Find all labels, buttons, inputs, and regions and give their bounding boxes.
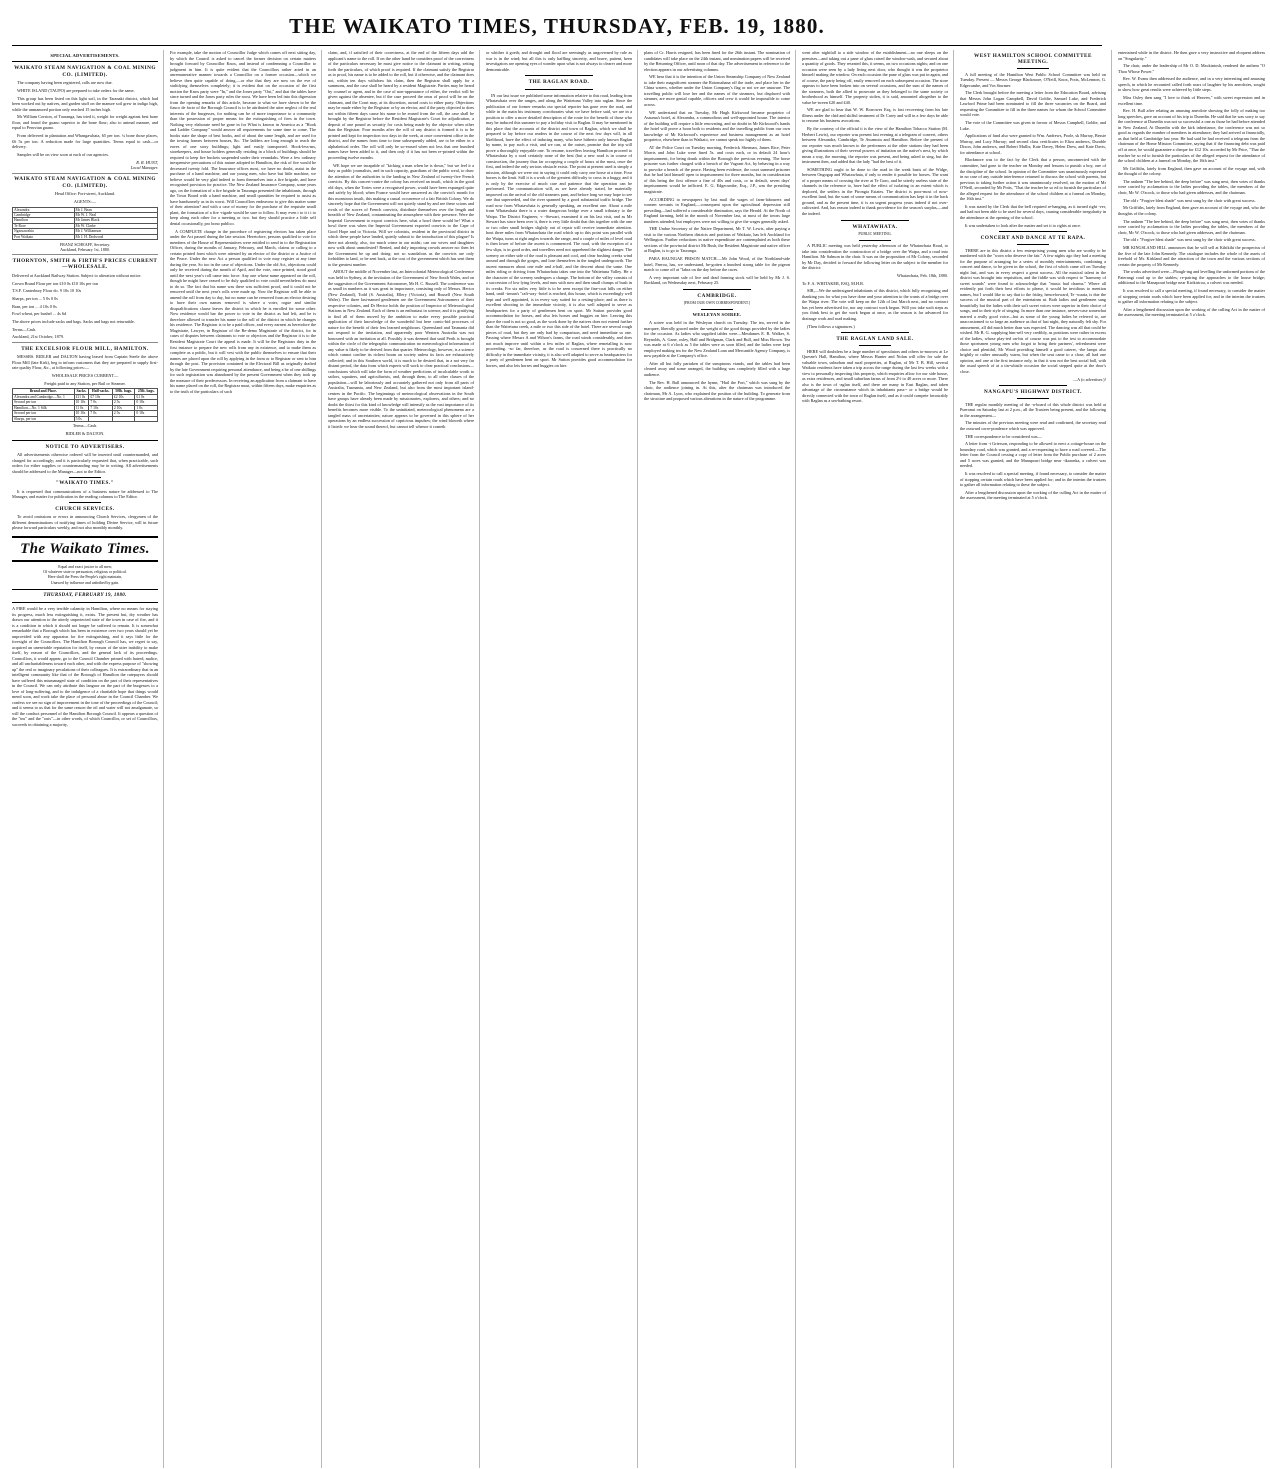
table-row bbox=[13, 400, 158, 405]
whatawhata-heading: WHATAWHATA. bbox=[852, 223, 898, 230]
ad-paragraph: Delivered at Auckland Railway Station. Subject to alteration without notice. bbox=[12, 272, 142, 278]
article-paragraph: plans of Cr. Harris resigned, has been fined for the 26th instant. The nomination of candidates will take place on the 24th instant, and nomination papers will be received by the Returning Officer, until noon of that day. The advertisement in reference to the election appears in our advertising columns. bbox=[644, 50, 790, 72]
article-paragraph: THE regular monthly meeting of the -a-board of this whole district was held at Pueronui on Saturday last at 2 p.m., all the Trustees being present, and the following in the arrangement— bbox=[960, 401, 1106, 418]
ad-paragraph: WHITE ISLAND (TAUPO) are prepared to take orders for the same. bbox=[17, 87, 135, 93]
ad-heading-waikato-steam-nav-2: WAIKATO STEAM NAVIGATION & COAL MINING CO. (LIMITED). bbox=[14, 176, 156, 189]
whatawhata-subheading: PUBLIC MEETING. bbox=[858, 232, 892, 237]
article-paragraph: For example, take the motion of Councillor Judge which comes off next sitting day, by which the Council is asked to cancel the former decision on certain matters brought forward by Councillor Knox, and instead of condemning a Councillor to judgment in him. It is quite evident that the Councillors rather acted in an unremunerative manner towards a Councillor on a former occasion—which we believe then quite capable of doing,—or else that they are now on the eve of stultifying themselves completely; it is evident that on the occasion of the first motion the Knox party were "In," and the Jones party "Out," and that the tables have since turned and the Jones party rules the roost. We have been led into this digression from the opening remarks of this article, because to what we have shewn to be the fiasco de facto of the Borough Council is to be attributed the utter neglect of the real interests of the burgesses, for nothing can be of more importance to a community than the possession of proper means for the extinguishing of fires in the town. Nothing very elaborate need be gone in for What is known in America as a "Hook and Ladder Company" would answer all requirements for some time to come. The books state the shape of best hooks, and of about the same length, and are used for the towing frames between houses, &c. The ladders are long enough to reach the eaves of one story buildings; light and easily transported. Hook-less-ms, storekeepers, and house holders generally residing in a block of buildings should be required to keep fire buckets suspended under their verandahs. Were a few ordinary inexpensive precautions of this nature adopted in Hamilton, the risk of fire would be decreased twenty fold. The Insurance offices most, we have no doubt, assist in the purchase of a hand machine, and our young men, who have but little machine, we believe would be very glad indeed to form themselves into a fire brigade, and have recognised provision for practice. The New Zealand Insurance Company, some years ago, on the formation of a fire brigade in Tauranga presented the inhabitants, through the Town Board with a hand machine, and small quantities be required to assist as have handsomely as in its worst. Will Councillors endeavour to give this matter some of their attention? and with a case of money for the purchase of the requisite small plant, the formation of a fire -rigade would be sure to follow. It may even t to it t t to keep along each other for a meeting or two. but they should practice a little self denial occasionally, pro bono publico. bbox=[170, 50, 316, 226]
article-paragraph: THE correspondence to be considered was— bbox=[965, 433, 1042, 439]
issue-dateline: THURSDAY, FEBRUARY 19, 1880. bbox=[43, 592, 127, 598]
cell: £2 10s bbox=[112, 394, 135, 399]
motto-line: Equal and exact justice to all men; bbox=[58, 565, 112, 570]
agents-table bbox=[12, 207, 158, 241]
nameplate-title: The Waikato Times. bbox=[20, 540, 150, 557]
raglan-road-heading: THE RAGLAN ROAD. bbox=[528, 79, 590, 86]
article-paragraph: The vote of the Committee was given in favour of Messrs Campbell, Goldie, and Luke. bbox=[960, 120, 1106, 131]
article-paragraph: It was undertaken to look after the matter and set it to rights at once. bbox=[965, 222, 1082, 228]
waikato-times-notice-heading: "WAIKATO TIMES." bbox=[55, 480, 115, 487]
price-line: Crown Brand Flour per ton £10 0s £10 10s per ton bbox=[12, 280, 98, 286]
article-paragraph: THE Undue Secretary of the Native Department, Mr T. W. Lewis, after paying a visit to the various Northern districts and portions of Waikato, has left Auckland for Wellington. Further reductions in native expenditure are contemplated as both these sections of the provincial district Mr Bush, the Resident Magistrate and native officer at Raglan, is to go to Tauranga. bbox=[644, 226, 790, 254]
cell: 7 0s bbox=[89, 400, 112, 405]
table-row bbox=[13, 416, 158, 421]
ad-paragraph: The company having been registered, calls are now due. bbox=[17, 80, 113, 86]
ad-terms: Terms—Cash. bbox=[72, 423, 98, 429]
article-paragraph: WE are glad to hear that W. W. Borrowes Esq, is fast recovering from his late illness under the chid and skilful treatment of Dr Carey and will in a few days be able to resume his business avocations. bbox=[802, 107, 948, 124]
raglan-road-article: IN our last issue we published some information relative to this road, leading from Whatawhata over the ranges, and along the Waitetuna Valley into raglan. Since the publication of our former remarks our special reporter has gone over the road, and while in the main his testimony corroborates what we have before said, we are in a position to offer a more detailed description of the route for the benefit of those who may be induced this summer to pay a holiday visit to Raglan. It may be mentioned in this place that the accounts of the district and town of Raglan, which we shall be prepared to lay before our readers in the course of the next few days will, in all likelihood, have the effect of inducing many, who have hitherto only known Raglan by name, to pay such a visit, and we can, at the outset, promise that the trip will prove a thoroughly enjoyable one. To resume, travellers leaving Hamilton proceed to Whatawhata by a road certainly none of the best (but a new road is in course of construction, the journey thus far occupying a couple of hours at the most, once the first, and indeed the only serious obstacle exists. The point at present used is simply a mission, although we were out in saying it could only carry one horse at a time. Four horses is the limit. Still it is a work of the greatest difficulty to cross in a buggy, and it is only by the exercise of much care and patience that the operation can be performed. The communication will, as we have already stated, be materially improved on the arrival of the old steamers punt, and before long we may hope to see one that superseded, and the river spanned by a good substantial traffic bridge. The road now from Whatawhata is generally speaking, an excellent one. About a mile from Whatawhata there is a water dangerous bridge over a small tributary to the Waipa. The District Engineer, -r -Stewart, examined it on his last visit, and as Mr Stewart has since been over it, there is very little doubt that this together with the one or two other small bridges slightly out of repair will receive immediate attention. bout three miles from Whatawhata the road which up to this point was parallel with the Waipa, turns at right angles towards the range, and a couple of miles of level road is then lower of before the ascent is commenced. The road, with the exception of a few slips, is in good order, and travellers need not apprehend the slightest danger. The scenery on either side of the road is pleasant and cool, and clear bushing creeks wind around and through the gorges, and lose themselves in the tangled undergrowth. The ascent measures about one mile and a-half, and the descent about the same. One miles riding or driving from Whatawhata takes one into the Waitetuna Valley. He o the character of the scenery undergoes a change. The bottom of the valley consists of a succession of low lying levels, and runs with now and then small clumps of bush in its creaks. For six miles very little is to be seen except the fine-coat hills on either hand, until -irman's "raft-way -hotel is reached, this house, which is exceedingly well kept and well appointed, is in every way suited for a resting-place; and as there is excellent shooting in the immediate vicinity, it is also well adapted to serve as headquarters for a party of gentlemen bent on sport. Mr Sutton provides good accommodation for horses, and also lets horses and buggies on hire. Leaving this place the road is not so good, as the work done by the natives does not extend further than the Waitetuna creek, a mile or two this side of the hotel. There are several rough pieces of road, but they are only bad by comparison, and need immediate so one. Passing where Messrs A and Wilson's farms, the road winds considerably, and does not much improve until within a few miles of Raglan, where remetalling is now proceeding. -so far, therefore, as the road is concerned there is practically no difficulty in the immediate vicinity, it is also well adapted to serve as headquarters for a party of gentlemen bent on sport. Mr Sutton provides good accommodation for horses, and also lets horses and buggies on hire. bbox=[486, 92, 632, 368]
article-paragraph: The anthem "The bee behind, the deep before" was sung next, then votes of thanks were carried by acclamation to the ladies providing the tables, the members of the choir, Mr W. O'zcock, to those who had given addresses, and the chairman. bbox=[1118, 178, 1265, 195]
article-attribution: —A (o advertiser.)! bbox=[1072, 376, 1106, 382]
cell: 0 18s bbox=[135, 411, 158, 416]
cell: 10 10s bbox=[74, 411, 89, 416]
table-row bbox=[13, 411, 158, 416]
cell: Second per ton bbox=[13, 411, 75, 416]
article-paragraph: Rev. W. Evans then addressed the audience, and in a very interesting and amusing speech, in which he recounted called forth roars of laughter by his anecdotes, sought to show how great results were achieved by little steps. bbox=[1118, 76, 1265, 93]
article-paragraph: The Rev. H. Ball announced the hymn, "Hail the Fort," which was sung by the choir, the audience joining in. At this, after the chairman was introduced the chairman, Mr A. Lyon, who explained the position of the building. To generate from the structure and proposed various alterations in the nature of the programme. bbox=[644, 379, 790, 402]
table-row bbox=[13, 234, 158, 239]
cell bbox=[135, 416, 158, 421]
article-paragraph: ABOUT the middle of November last, an Intercolonial Meteorological Conference was held in Sydney, at the invitation of the Government of New South Wales, and on the suggestion of the Government Astronomer, Mr H. C. Russell. The conference was as small in numbers as it was great in importance, consisting only of Messrs. Hector (New Zealand), Todd (S. Australia), Ellery (Victoria), and Russell (New South Wales). The three last-named gentlemen are the Government Astronomers of their respective colonies, and Dr Hector holds the position of Inspector of Meteorological Stations in New Zealand. Each of them is an enthusiast in science, and it is gratifying to find all of them moved by the ambition to make every possible practical application of their knowledge of the wonderful but here comic-bid processes of nature for the benefit of their less learned neighbours. Queensland and Tasmania did not respond to the invitation, and apparently poor Western Australia was not honoured with an invitation at all. Possibly it was deemed that until Perth is brought within the circle of the telegraphic communication no meteorological information of any value is likely to be derived from that quarter. Meteorology, however, is a science which cannot confine its richest boom on society unless its facts are exhaustively collected; and in this Southern world, it is much to be desired that, in a not very far distant period, the data from which experts will work to clear practical conclusions—conclusions which will take the form of weather predictions of incalculable worth to sailors, squatters, and agriculturists, and, through them, to all other classes of the population—will be laboriously and accurately gathered not only from all parts of Australia, Tasmania, and New Zealand, but also from the most important island-centres in the Pacific. The beginnings of meteorological observations in the South have groups have already been made by missionaries, explorers, and others; and no doubt the thirst for this kind of knowledge will intensify as the vast importance of its benefits becomes more visible. To the uninitiated, meteorological phenomena are a tangled mass of uncertainties; nature appears to be governed in this sphere of her operations by an endless succession of capricious impulses; the wind bloweth where it listeth: we hear the sound thereof, but cannot tell whence it cometh bbox=[328, 269, 474, 429]
ad-paragraph: From delivered in plantation and Whangawhata, 65 per ton. ¼ bone those places, £6 5s per ton. A reduction made for large quantities. Terms equal to cash—or delivery. bbox=[12, 133, 158, 150]
notice-paragraph: It is requested that communications of a business nature be addressed to The Manager, and matter for publication in the reading columns to The Editor. bbox=[12, 488, 158, 500]
agent-place: Ngaruawahia bbox=[13, 229, 75, 234]
article-paragraph: WE understand that on Tuesday, Mr Hugh Kirkwood became proprietor of Assuma's hotel, at Alexandra, a commodious and well-appointed house. The interior of the building will require a little renovating, and no doubt in Mr Kirkwood's hands the hotel will prove a boon both to residents and the travelling public from our own knowledge of Mr Kirkwood's experience and business management as an hotel proprietor, elsewhere than in Waikato, we cannot speak too highly of them. bbox=[644, 109, 790, 143]
agent-place: Cambridge bbox=[13, 213, 75, 218]
article-paragraph: WE hope we are incapable of "kicking a man when he is down," but we feel it a duty as public journalists, and in such capacity, guardians of the public weal, to draw the attention of the authorities to the landing in New Zealand of twenty-five French convicts. By this concert-contre the colony has received an insult, which in the good old days, when the Tories were a recognised power, would have been expunged quite and safely by blood; when France would have answered as the convict's month for this monstrous insult, this making a casual occurrence of a fair British Colony. We do sincerely hope that the Government will not quietly stand by and see these scions and rivals of the scores of French convicts, distribute themselves over the length and breadth of New Zealand, contaminating the atmosphere with their presence. Were the Imperial Government to export convicts here, what a howl there would be! What a howl there was when the Imperial Government exported convicts to the Cape of Good Hope and to Victoria. Will we colonists, resident in the provincial district in which these people have landed, quietly submit to the introduction of this plague? Is there not already, also, too much crime in our midst; can our wives and daughters now walk about unmolested? Rented, and duly importing crowds answer no: then let the Government be up and doing: not so scandalous as the convicts are only forbidden to land, or be sent back, at the cost of the government which has sent them to the greatest number. bbox=[328, 162, 474, 267]
column-8 bbox=[1118, 50, 1270, 1468]
ad-heading-prices-current: THORNTON, SMITH & FIRTH'S PRICES CURRENT—WHOLESALE. bbox=[12, 257, 158, 271]
article-paragraph: claim, and, if satisfied of their correctness, at the end of the fifteen days add the applicant's name to the roll. If on the other hand he considers proof of the correctness of the particulars necessary he must give notice to the claimant in writing, setting forth the particulars, of which proof is required. If the claimant satisfy the Registrar as to proof, his name is to be added to the roll, but if otherwise, and the claimant does not, within ten days withdraw his claim, then the Registrar shall apply for a summons, and the case shall be heard by a resident Magistrate. Parties may be heard by counsel or agent, and in the case of non-appearance of either, the verdict will be given against the absentee, but if the case proceed the onus of proof will be on the claimant, and the Court may, at its discretion, award costs to either party. Objections may be made either by the Registrar or by an elector, and if the party objected to does not within fifteen days cause his name to be erased from the roll, the case shall be brought by the Registrar before the Resident Magistrate's Court for adjudication, a deposit of one pound as security for costs being made by the objector when other than the Registrar. Four months after the roll of any district is formed it is to be printed and kept for inspection two days in the week, at once convenient office in the district, and the names from time to time subsequently added, are to be either in a alphabetical order. The roll will only be so-erased when not less that one hundred names have been added to it, and then only if it has not been re-printed within the proceeding twelve months. bbox=[328, 50, 474, 160]
article-paragraph: It was stated by the Clerk that the bell required re-hanging, as it turned right -ver, and had not been able to be used for several days, causing considerable irregularity in the attendance at the opening of the school. bbox=[960, 203, 1106, 220]
article-paragraph: The minutes of the previous meeting were read and confirmed, the secretary read the outward corre-pondence which was approved. bbox=[960, 420, 1106, 431]
agent-place: Alexandra bbox=[13, 207, 75, 212]
price-line: T.S.F. Canterbury Flour do. 9 10s 10 10s bbox=[12, 288, 82, 294]
cell: 0 18s bbox=[135, 400, 158, 405]
article-paragraph: A full meeting of the Hamilton West Public School Committee was held on Tuesday. Present — Messrs George Blackmore, O'Neill, Knox, Potts, McLennon, G. Edgecumbe, and Vos Sturmer. bbox=[960, 71, 1106, 88]
cell: 5 0s bbox=[74, 416, 89, 421]
column-4 bbox=[486, 50, 638, 1468]
article-paragraph: After all but fully partaken of the sumptuous viands, and the tables had been cleared away and some arranged, the building was completely filled with a large audience. bbox=[644, 360, 790, 377]
cell: £7 10s bbox=[89, 394, 112, 399]
cell: 7 10s bbox=[89, 405, 112, 410]
article-paragraph: Rev. H. Bull after relating an amusing anecdote showing the folly of making too long speeches, gave an account of his trip to Dunedin. He said that he was sorry to say the conference at Dunedin was not so successful a one as those he had before attended in New Zealand. At Dunedin with the kirk inheritance, the conference was not so good as regards the number of members in attendance; they had arrived at financially, as that held at Cambridge last year. He had said he had received a telegram from the chairman of the Home Mission Committee, saying that if the financing debt was paid off at once, he would guarantee a cheque for £12 10s. accorded by Mr Price, "That the teacher be so ed to furnish the particulars of the alleged request for the attendance of the school children at a funeral on Monday, the 16th inst." bbox=[1118, 108, 1265, 164]
article-paragraph: Miss Oxley then sang "I love to think of Heaven," with sweet expression and in excellent time. bbox=[1118, 95, 1265, 106]
cambridge-correspondent-note: [FROM OUR OWN CORRESPONDENT.] bbox=[683, 301, 751, 306]
cambridge-heading: CAMBRIDGE. bbox=[697, 292, 737, 299]
column-header: Sacks. bbox=[74, 389, 89, 394]
agent-name: Mr W. Clarke bbox=[74, 223, 157, 228]
agent-name: Mr J. H. Dodwood bbox=[74, 234, 157, 239]
ad-signature: R. R. HUNT, Local Manager. bbox=[130, 159, 158, 171]
article-paragraph: MR KINGSLAND HILL announces that he will sell at Kihikihi the prospectus of the five of the late John Kennedy. The catalogue includes the whole of the assets of freehold of Mr. Kirkland and the attraction of the town and the various sections of certain the property of Mr Kennedy. bbox=[1118, 245, 1265, 267]
article-paragraph: After a lengthened discussion upon the working of the culling Act in the matter of the assessment, the meeting terminated at 5 o'clock. bbox=[1118, 306, 1265, 318]
flour-price-table bbox=[12, 388, 158, 422]
article-paragraph: WE hear that it is the intention of the Union Steamship Company of New Zealand to take their magnificent steamer the Rotomahana off the trade, and place her in the China waters, whether under the Union Company's flag or not we are unaware. The travelling public will lose her and the names of the steamers, but displaced with steamer, are more genial capable, officers and crew it would be impossible to come across. bbox=[644, 74, 790, 107]
article-paragraph: A COMPLETE change in the procedure of registering electors has taken place under the Act passed during the late session. Heretofore, persons qualified to vote for members of the House of Representatives were entitled to send in to the Registration Officer, during the months of January, February, and March, claims or calling to a certain printed form which were attested by an elector of the district or a Justice of the Peace. Under the new Act a person qualified to vote may register at any time during the year. So too in the case of objections. Under the old Act, objections could only be received during the month of April, and the vote, once printed, stood good until the next year's roll came into force. Any one whose name appeared on the roll, though he might have ceased to be duly qualified to vote could nevertheless do must to do so. The fact that his name was there was sufficient proof, and it could not be removed until the next year's rolls were made up. Now the Registrar will be able to amend the roll from day to day, but no name can be removed from an elector desiring to have their own names removed is where a voter, rogue and similar disqualifications clause leaves the district in which he is enrolled for some other. Now residence would bar the power to vote in the district as had left, and he is therefore allowed to transfer his name to the roll of the district in which he changes his residence. The Registrar is to be a paid officer, and every earnest as heretofore the Magistrate, Lawyer, in Registrar of the Re-demo Magistrate of the district, for in cases of disputes between claimants to vote or objectors and the Registrar it is to the Resident Magistrate Court the appeal is made. It will be the Registrars duty in the first instance to prepare the new rolls from any in existence, and to make them as complete as a public, but it will vest with the public themselves to ensure that their names are placed upon the roll by applying in the form or to Registrar or sent to him through the post. The provision contained in the Electoral Bill as originally drafted by the late Government requiring personal attendance, and being a be of one shillings for such registration was abandoned by the present Government when they took up the measure of their predecessors. In receiving an application from a claimant to have his name placed on the roll, the Registrar must, within fifteen days, make enquiries as to the truth of the particulars of such bbox=[170, 228, 316, 394]
highway-district-heading: NANGAPU'S HIGHWAY DISTRICT. bbox=[984, 389, 1082, 396]
price-line: Bran, per ton ... 4 10s 0 0s bbox=[12, 303, 57, 309]
column-header: Brand and Place. bbox=[13, 389, 75, 394]
ad-paragraph: The above prices include sacks and bags. Sacks and bags not returnable. bbox=[12, 319, 135, 325]
letter-body: (Then follows a signatures.) bbox=[807, 323, 855, 329]
article-paragraph: The anthem "The bee behind, the deep before" was sung next, then votes of thanks were carried by acclamation to the ladies providing the tables, the members of the choir, Mr W. O'zcock, to those who had given addresses, and the chairman. bbox=[1118, 218, 1265, 235]
article-paragraph: ACCORDING to newspapers by last mail the wages of farm-labourers and women servants in England,—consequent upon the agricultural depression still prevailing—had suffered a considerable diminution, says the Herald. At the North of England farming, held in the month of November last, at most of the towns large numbers attended; but employers were not willing to give the wages generally asked. bbox=[644, 196, 790, 224]
cell: £1 0s bbox=[135, 394, 158, 399]
cell: 2 5s bbox=[112, 400, 135, 405]
article-paragraph: A letter from -t Grierson, responding to be allowed to erect a cottage-house on the boundary road, which was granted, and a re-requesting to have a road covered.—The letter from the Council cessing a copy of letter from the Public purchase of 2 acres and 5 acres was granted, and the Manapouri bridge near -ikaronka, a culvert was needed. bbox=[960, 441, 1106, 469]
price-line: Sharps, per ton ... 5 0s 0 0s bbox=[12, 295, 58, 301]
notice-paragraph: All advertisements otherwise ordered will be inserted until countermanded, and charged for accordingly; and it is particularly requested that, when practicable, such orders for either supplies or countermanding may be in writing. All advertisements should be addressed to the Manager—not to the Editor. bbox=[12, 452, 158, 474]
agent-name: Mr W. J. Neal bbox=[74, 213, 157, 218]
article-paragraph: SOMETHING ought to be done to the road in the weak basis of the Widge, between Ongogap and Whatawhata, if only to render it possible for horses. The want of a proper means of crossing the river at Te Goro, and he utterly useless state of the channels in the reference to, have had the effect of isolating to an extent which is deplored, the settlers in the Pirongia Estates. The district is poor-most of now-excellent land, but the want of some means of communication has kept it in the back ground, and as the present time, it is an urgent progress years indeed if not over-cultivated. And, has reason indeed to thank providence for the season's surplus,—and the indeed. bbox=[802, 166, 948, 216]
article-paragraph: AT the Police Court on Tuesday morning, Frederick Sherman, James Rice, Peter Morris and John Luke were fined 5s. and costs each, or in default 24 hour's imprisonment, for being drunk within the Borough the previous evening. The horse prisoner was further charged with a breach of the Vagrant Act, by behaving in a way to provoke a breach of the peace. Having been evidence, the court summed prisoner that he had laid himself open to imprisonment for three months, but in consideration of this being the first offence a fine of 40s and costs, or in default, seven days' imprisonment would be inflicted. E. G. Edgecumbe, Esq., J.P., was the presiding magistrate. bbox=[644, 144, 790, 194]
freight-note: Freight paid to any Station, per Rail or Steamer. bbox=[44, 380, 126, 386]
cell: Alexandra and Cambridge—No. 1 bbox=[13, 394, 75, 399]
cell: 10 10s bbox=[74, 400, 89, 405]
cell bbox=[89, 416, 112, 421]
ad-office-line: Head Office: Fort-street, Auckland. bbox=[54, 191, 116, 197]
table-row bbox=[13, 394, 158, 399]
notice-paragraph: To avoid omissions or errors in announcing Church Services, clergymen of the different denominations of notifying times of holding Divine Service, will in future please forward particulars weekly, and not also monthly monthly. bbox=[12, 514, 158, 531]
article-paragraph: The works advertised were—Plough-ing and levelling the unformed portions of the Paterangi road up to the stables; re-pairing the approaches to the house bridge; additional to the Manapouri bridge near Kirikiriroa, a culvert was needed. bbox=[1118, 269, 1265, 286]
cell: Second per ton bbox=[13, 400, 75, 405]
cell bbox=[112, 416, 135, 421]
church-services-heading: CHURCH SERVICES. bbox=[55, 505, 115, 512]
ad-paragraph: MESSRS. RIDLER and DALTON having leased from Captain Steele the above Flour Mill (late Kirk), beg to inform customers that they are prepared to supply first-rate quality Flour, &c., at following prices:— bbox=[12, 354, 158, 371]
column-5 bbox=[644, 50, 796, 1468]
cell: Sharps, per ton bbox=[13, 416, 75, 421]
article-paragraph: The Clerk brought before the meeting a letter from the Education Board, advising that Messrs John Logan Campbell, David Goldie, Samuel Luke, and Frederick Lawford Prime had been nominated to fill the three vacancies on the Board, and requesting the Committee to fill in the three names for whom the School Committee would vote. bbox=[960, 90, 1106, 118]
agent-name: Mr J. Williamson bbox=[74, 229, 157, 234]
article-paragraph: went after nightfall to a side window of the establishment—no one sleeps on the premises—and taking out a pane of glass raised the window-sash, and secured about a quantity of goods. They reseated this, it seems, on two occasions nights; and on one occasion were seen by a lady living next door, who thought it was the proprietor himself making the window. On each occasion the pane of glass was put in again, and of course, the party being off, easily removed on each subsequent occasion. The store appears to have been broken into on several occasions, and the sum of the names of the steamers, both the allied to prosecute as they belonged to the same society or brotherhood as himself. The property stolen, it is said, amounted altogether to the value be-tween £20 and £40. bbox=[802, 50, 948, 105]
letter-dateline: Whatawhata, Feb. 18th, 1880. bbox=[896, 272, 948, 278]
cell: 2 5s bbox=[112, 411, 135, 416]
agent-place: Port Waikato bbox=[13, 234, 75, 239]
column-6 bbox=[802, 50, 954, 1468]
article-paragraph: The chair, under the leadership of Mr O. D. Mackintosh, rendered the anthem "O Thou Whose Power." bbox=[1118, 63, 1265, 74]
cell: 2 10s bbox=[112, 405, 135, 410]
motto-line: Of whatever state or persuasion, religious or political. bbox=[43, 570, 127, 575]
article-paragraph: After a lengthened discussion upon the working of the culling Act in the matter of the assessment, the meeting terminated at 5 o'clock. bbox=[960, 489, 1106, 501]
article-paragraph: entertained while in the district. He then gave a very instructive and eloquent address on "Singularity." bbox=[1118, 50, 1265, 61]
article-paragraph: The old r "Forgive blest shade" was next sung by the choir with great success. bbox=[1123, 197, 1256, 203]
ad-paragraph: This group has been listed on this light soil, in the Taranaki district, which had been worked out by natives, and garden stuff on the manure soil grew in indigo high, while the unmanured portion only reached 15 inches high. bbox=[12, 95, 158, 112]
article-paragraph: or whither it goeth; and drought and flood are seemingly as ungoverned by rule as war is in the wind; but all this is only baffling sincerity, and brave, patient, keen investigators are opening eyes of wonder upon what is not always to clearer and more demonstrable. bbox=[486, 50, 632, 72]
column-container bbox=[12, 50, 1265, 1468]
article-paragraph: It was resolved to call a special meeting, if found necessary, to consider the matter of stopping certain roads which have been applied for; and in the interim the trustees to gather all information relating to these the subject. bbox=[960, 471, 1106, 488]
column-3 bbox=[328, 50, 480, 1468]
west-hamilton-school-heading: WEST HAMILTON SCHOOL COMMITTEE MEETING. bbox=[974, 52, 1092, 65]
notice-to-advertisers-heading: NOTICE TO ADVERTISERS. bbox=[45, 443, 125, 450]
article-paragraph: Mr Griffiths, lately from England, then gave an account of the voyage and, who the thoughts of the colony. bbox=[1118, 205, 1265, 216]
agent-name: Mr James Black bbox=[74, 218, 157, 223]
article-paragraph: PARA HAUNGAE PRISON MATCH.—Mr John Wood, of the Northland-side hotel, Paeroa, has, we understand, be-gotten a hundred strong table for the pigeon match to come off at "labra on the day before the races. bbox=[644, 256, 790, 273]
special-advertisements-heading: SPECIAL ADVERTISEMENTS. bbox=[50, 52, 120, 58]
newspaper-nameplate bbox=[12, 536, 158, 563]
column-header: Half-sacks. bbox=[89, 389, 112, 394]
article-paragraph: A soiree was held in the Wesleyan church on Tuesday. The tea, served in the marquee, liberally graced under the weight of the good things provided by the ladies for the occasion. As ladies who supplied tables were—Mesdames E. B. Walker, S. Reynolds, A. Gane, oxley, Hall and Bridgman, Clark and Bull, and Miss Brown. Tea was made at 6 o'clock as 5 the tables were as soon filled, and the ladies were kept employed making tea for the New Zealand Loan and Mercantile Agency Company, is now payable at the Company's office. bbox=[644, 320, 790, 359]
ad-signature-secretary: FRANZ SCHEAFF, Secretary. Auckland, February 1st, 1880. bbox=[59, 241, 111, 253]
column-7 bbox=[960, 50, 1112, 1468]
letter-body: SIR,—We the undersigned inhabitants of this district, which fully recognising and thanking you for what you have done and your attention to the wants of a bridge over the Waipa river. The vote will keep on the 12th of last March next, and no contract has yet been advertised for, nor any contract work begun. Will you take such steps as you think best to get the work begun at once, as the season is far advanced for drainage work and road making. bbox=[802, 288, 948, 321]
agent-name: Mr J. Bean bbox=[74, 207, 157, 212]
ad-paragraph: Samples will be on view soon at each of our agencies. bbox=[17, 151, 109, 157]
article-paragraph: HERE will doubtless be a large number of speculators and others to-morrow at Le Quesne's Hall, Hamilton, where Messrs Hunter and Nolan will offer for sale the valuable town, suburban and rural properties, at Raglan, of Mr T. B. Hill, several Waikato residents have taken a trip across the range during the last few weeks with a view to personally inspecting this property, which enquiries allow for our side house, as extra residences, and small suburban farms of from 2½ to 40 acres or more. There also is the town of -aglan itself, and there are many in East Raglan, and taken advantage of the circumstance which its inhabitants pass-- or a bridge would be directly connected with the town of Raglan itself, and as it could compete favourably with Raglan as a sea-bathing resort. bbox=[802, 348, 948, 404]
concert-dance-heading: CONCERT AND DANCE AT TE RAPA. bbox=[980, 235, 1086, 242]
nameplate-motto bbox=[12, 565, 158, 585]
ad-paragraph: Mr William Corston, of Tauranga, has tried it, weight for weight against best bone flour, and found the guano superior to the bone flour; also to animal manure, and equal to Peruvian guano. bbox=[12, 114, 158, 131]
article-paragraph: Mr Griffiths, lately from England, then gave an account of the voyage and, with the thought of the colony. bbox=[1118, 165, 1265, 177]
article-paragraph: THERE are in this district a few enterprising young men who are worthy to be numbered with the "worn who deserve the fair." A few nights ago they had a meeting for the purpose of arranging for a series of monthly entertainments, combining a concert and dance, to be given in the school, the first of which came off on Tuesday night last, and was in every respect a great success. All the musical talent in the district was brought into requisition, and the fiddle was with respect to "harmony of sweet sounds" were found to acknowledge that "music had charms." Where all evidently put forth their best efforts to please, it would be invidious to mention names, but I would like to say that to the friday, henceforward, Te -waata, is due the success of the musical part of the entertainm nt. Both ladies and gentlemen sang beautifully but the ladies with their soft sweet voices were superior in their choice of songs, and in their style of singing. In more than one instance, nerves-case somewhat marred a really good voice—but as some of the young ladies be referred to, are unaccustomed to so large an audience as that of last night, they naturally felt shy. For amusement, all did much better than was expected. The dancing was all that could be wished. Mr B. G. supplying him-self very credibly, as positions were rather in excess of the ladies, whose play-ted on-his of course was put to the test to accommodate those sportsmen young men who forgot to bring their partners', refreshment were choice and plentiful, Mr Wood providing himself a good caterer, -the lamps also brightly or rather unusually warm, but when the seat came to a close, all had one opinion, and one at the first instance only, in that it was not the best social ball, with the usual speech of at a tin-whistle occasion the social stepped quite at the door's close. bbox=[960, 247, 1106, 374]
article-paragraph: It was resolved to call a special meeting, if found necessary, to consider the matter of stopping certain roads which have been applied for; and in the interim the trustees to gather all information relating to the subject. bbox=[1118, 288, 1265, 305]
letter-addressee: To F. A. WHITAKER, ESQ, M.H.R. bbox=[802, 280, 864, 286]
price-line: Fowl wheat, per bushel ... 4s 6d bbox=[12, 311, 67, 317]
article-paragraph: A very important sale of live and dead farming stock will be held by Mr J. S. Buckland, on Wednesday next, February 25. bbox=[644, 274, 790, 286]
ad-heading-excelsior-mill: THE EXCELSIOR FLOUR MILL, HAMILTON. bbox=[21, 345, 149, 352]
ad-date: Auckland, 21st October, 1879. bbox=[12, 334, 65, 340]
ad-heading-waikato-steam-nav-1: WAIKATO STEAM NAVIGATION & COAL MINING CO. (LIMITED). bbox=[14, 65, 156, 78]
column-1 bbox=[12, 50, 164, 1468]
agents-label: AGENTS:— bbox=[73, 198, 97, 204]
column-header: 50lb. bags. bbox=[112, 389, 135, 394]
cell: £11 0s bbox=[74, 394, 89, 399]
article-paragraph: Applications of fund also were granted to Wm. Andrews, Poole, sk Murray, Bessie Murray, and Lucy Murray; and second class certificates to Eliza andrews, Durable Dixon, John andrews, and Robert Mullis; Kate Davey, Helen Drew, and Kate Davis, for attendance at school. bbox=[960, 133, 1106, 155]
agent-place: Hamilton bbox=[13, 218, 75, 223]
article-paragraph: The old r "Forgive blest shade" was next sung by the choir with great success. bbox=[1123, 237, 1256, 243]
wesleyan-soiree-heading: WESLEYAN SOIREE. bbox=[692, 312, 742, 318]
motto-line: Unawed by influence and unbribed by gain. bbox=[50, 580, 120, 585]
column-2 bbox=[170, 50, 322, 1468]
cell: 1 0s bbox=[135, 405, 158, 410]
cell: Hamilton—No. 1 Silk bbox=[13, 405, 75, 410]
article-paragraph: A PUBLIC meeting was held yesterday afternoon of the Whatawhata Road, to take into consideration the construction of a bridge over the Waipa, and a road into Hamilton. Mr Salmon in the chair. It was on the proposition of Mr Colony, seconded by Mr Day, decided to forward the following letter on the subject to the member for the district: bbox=[802, 243, 948, 271]
agent-place: Te Rore bbox=[13, 223, 75, 228]
ad-terms: Terms—Cash. bbox=[12, 326, 37, 332]
cell: 7 0s bbox=[89, 411, 112, 416]
wholesale-label: WHOLESALE PRICES CURRENT— bbox=[51, 372, 119, 378]
masthead: THE WAIKATO TIMES, THURSDAY, FEB. 19, 1880. bbox=[12, 10, 1102, 46]
leader-article: A FIRE would be a very terrible calamity in Hamilton, where no means for staying its progress, much less extinguishing it, exists. The present but, dry weather has drawn our attention to the utterly unprotected state of the town in case of fire, and it is a condition in which it should not longer be suffered to remain. It is somewhat remarkable that a Borough which has been in existence over two years should yet be unprovided with any apparatus for fire extinguishing, and it says little for the foresight of the Councillors. The Hamilton Borough Council has, we regret to say, acquired an unenviable reputation for itself, by reason of the utter inability to make itself, by reason of the Councillors, and the general lack of its proceedings. Councillors, it would appear, go to the Council Chamber primed with hatred, malice, and all uncharitableness toward each other, and with the express purpose of "showing up" the real or imaginary peculations of their colleagues. It is extraordinary that in an intelligent community like that of the Borough of Hamilton the ratepayers should have suffered this mismanaged state of condition on the part of their representatives in the Council. We can only attribute this languor on the part of the burgesses to a love of long-suffering, and to the indulgence of a charitable hope that things would mend soon, and work take the place of personal abuse in the Council Chamber. We confess we see no sign of improvement in the tone of the proceedings of the Council; and it seems to us that for the same reason the oil and water will not amalgamate, so will the conduct personnel of the Hamilton Borough Council. It appears a question of the "ins" and the "outs"—in other words, of which Councillor, or set of Councillors, succeeds in obtaining a majority, bbox=[12, 606, 158, 727]
article-paragraph: By the courtesy of the official it is the view of the Hamilton Tobacco Station (M. Herbert Lewis), our reporter was present last evening at a telegram of convert, others between Alexandra, Cambridge, Te Awamutu and Hamilton. Before the present of our reporter was much known to the performers at the other stations they had been giving illustrations of their several powers of imitation on the native's nest, by which mean a way, the morning, the reporter was present, and being asked to sing, but the instrument then, and added that the lady "had the best of it. bbox=[802, 126, 948, 165]
raglan-land-sale-heading: THE RAGLAN LAND SALE. bbox=[836, 336, 914, 343]
cell: 11 0s bbox=[74, 405, 89, 410]
ad-signature: RIDLER & DALTON. bbox=[65, 431, 105, 437]
article-paragraph: Blackmore was to the fact by the Clerk that a person, unconnected with the committee, had gone to the teacher on Monday and lessons to punish a boy, one of the discipline of the school. In opinion of the Committee was unanimously expressed in no case of any outside interference returned to discuss the school with parents, but previous to taking further action it was unanimously resolved, on the motion of Mr O'Neill, seconded by Mr Potts, "That the teacher be so ed to furnish the particulars of the alleged request for the attendance of the school children at a funeral on Monday, the 16th inst." bbox=[960, 157, 1106, 202]
motto-line: Here shall the Press the People's right maintain, bbox=[47, 575, 123, 580]
column-header: 25lb. bags. bbox=[135, 389, 158, 394]
